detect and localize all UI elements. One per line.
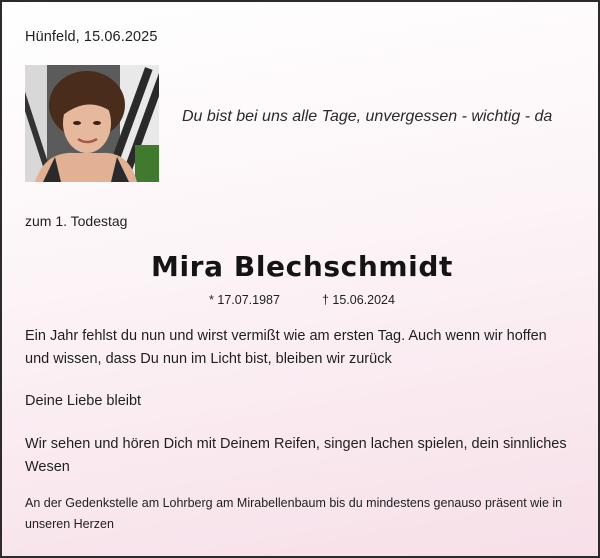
deceased-name: Mira Blechschmidt (151, 250, 453, 283)
paragraph-memorial-site: An der Gedenkstelle am Lohrberg am Mirabellenbaum bis du mindestens genauso präsent wie in unseren Herzen (25, 496, 563, 531)
birth-date: * 17.07.1987 (209, 293, 280, 307)
paragraph-memories: Wir sehen und hören Dich mit Deinem Reifen, singen lachen spielen, dein sinnliches Wesen (25, 436, 567, 475)
paragraph-missing-you: Ein Jahr fehlst du nun und wirst vermißt wie am ersten Tag. Auch wenn wir hoffen und wissen, dass Du nun im Licht bist, bleiben wir zurück (25, 328, 547, 367)
portrait-photo (25, 65, 159, 182)
occasion-label: zum 1. Todestag (25, 213, 128, 229)
location-date: Hünfeld, 15.06.2025 (25, 29, 158, 45)
life-dates (2, 293, 600, 307)
portrait-photo-image (25, 65, 159, 182)
death-date: † 15.06.2024 (321, 293, 395, 307)
memorial-motto: Du bist bei uns alle Tage, unvergessen - wichtig - da (182, 108, 553, 125)
paragraph-love-remains: Deine Liebe bleibt (25, 393, 142, 409)
